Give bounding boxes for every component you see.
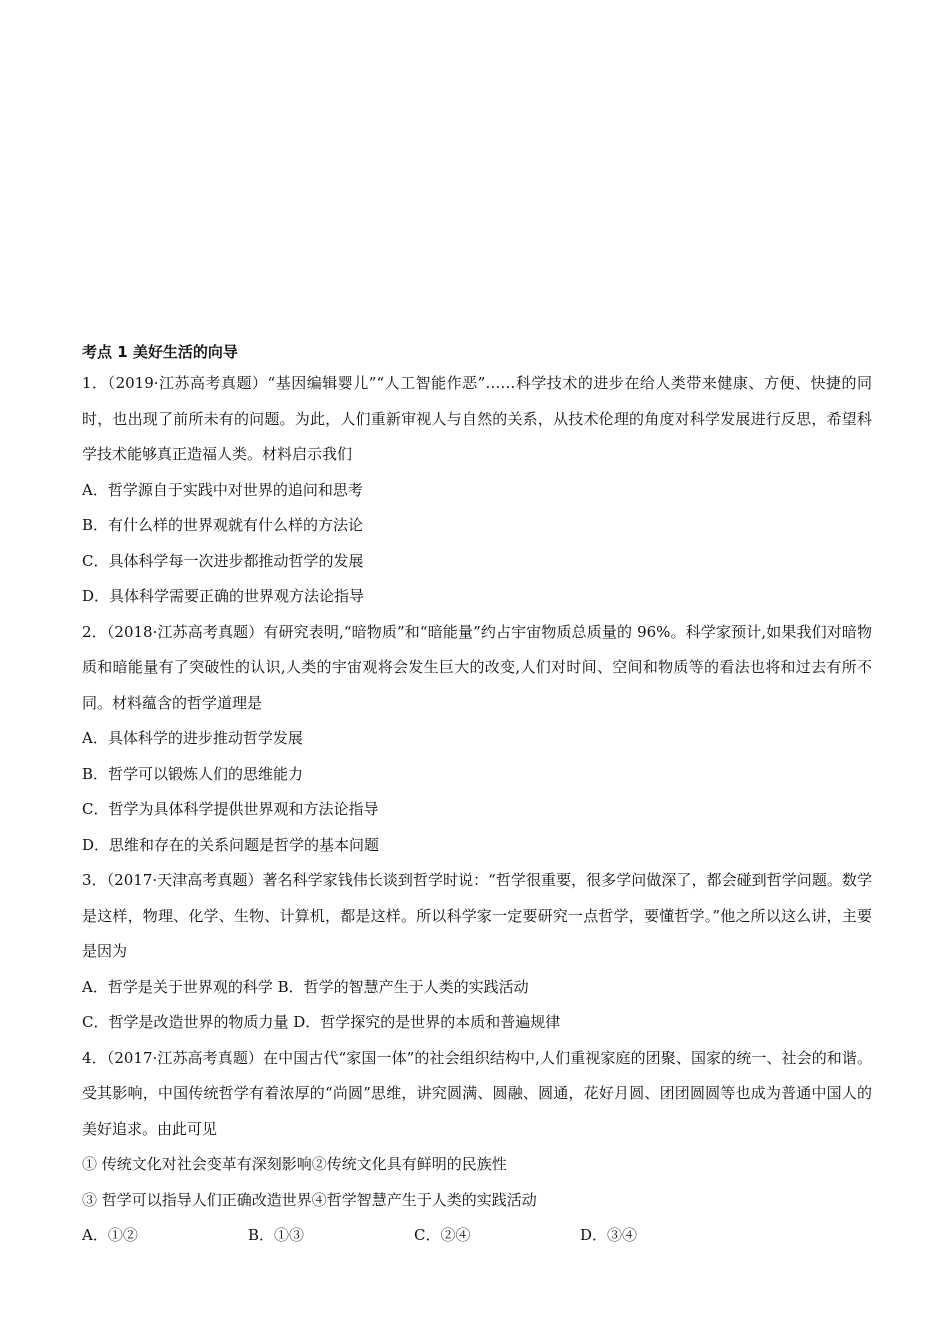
question-4-choices [82,1218,872,1254]
question-3-stem: 3．（2017·天津高考真题）著名科学家钱伟长谈到哲学时说：“哲学很重要，很多学问做深了，都会碰到哲学问题。数学是这样，物理、化学、生物、计算机，都是这样。所以科学家一定要研究一点哲学，要懂哲学。”他之所以这么讲，主要是因为 [82,871,872,960]
question-4-stem: 4．（2017·江苏高考真题）在中国古代“家国一体”的社会组织结构中,人们重视家庭的团聚、国家的统一、社会的和谐。受其影响，中国传统哲学有着浓厚的“尚圆”思维，讲究圆满、圆融、圆通，花好月圆、团团圆圆等也成为普通中国人的美好追求。由此可见 [82,1048,872,1138]
question-1-option-b: B．有什么样的世界观就有什么样的方法论 [82,516,364,534]
content-area [82,338,872,1254]
question-2-option-d: D．思维和存在的关系问题是哲学的基本问题 [82,835,380,854]
question-2 [82,615,872,864]
question-1-option-c: C．具体科学每一次进步都推动哲学的发展 [82,551,364,570]
question-2-stem: 2．（2018·江苏高考真题）有研究表明,“暗物质”和“暗能量”约占宇宙物质总质量的 96%。科学家预计,如果我们对暗物质和暗能量有了突破性的认识,人类的宇宙观将会发生巨大的改变,人们对时间、空间和物质等的看法也将和过去有所不同。材料蕴含的哲学道理是 [82,622,872,712]
question-4-choice-a: A．①② [82,1226,138,1244]
question-2-option-a: A．具体科学的进步推动哲学发展 [82,729,303,747]
question-3-options-ab: A．哲学是关于世界观的科学 B．哲学的智慧产生于人类的实践活动 [82,977,529,996]
question-4-choice-d: D．③④ [580,1226,638,1244]
question-4-statements-34: ③ 哲学可以指导人们正确改造世界④哲学智慧产生于人类的实践活动 [82,1190,537,1209]
question-4-choice-b: B．①③ [248,1226,305,1244]
question-2-option-c: C．哲学为具体科学提供世界观和方法论指导 [82,800,379,818]
question-4-statements-12: ① 传统文化对社会变革有深刻影响②传统文化具有鲜明的民族性 [82,1155,507,1173]
question-3-options-cd: C．哲学是改造世界的物质力量 D．哲学探究的是世界的本质和普遍规律 [82,1013,561,1031]
question-1-option-d: D．具体科学需要正确的世界观方法论指导 [82,587,365,605]
question-4-choice-c: C．②④ [414,1226,471,1244]
question-1 [82,366,872,615]
question-3 [82,863,872,1041]
section-title: 考点 1 美好生活的向导 [82,343,238,361]
question-1-option-a: A．哲学源自于实践中对世界的追问和思考 [82,480,363,499]
question-4 [82,1041,872,1254]
question-2-option-b: B．哲学可以锻炼人们的思维能力 [82,764,304,783]
question-1-stem: 1．（2019·江苏高考真题）“基因编辑婴儿”“人工智能作恶”……科学技术的进步在给人类带来健康、方便、快捷的同时，也出现了前所未有的问题。为此，人们重新审视人与自然的关系，从技术伦理的角度对科学发展进行反思，希望科学技术能够真正造福人类。材料启示我们 [82,374,872,463]
